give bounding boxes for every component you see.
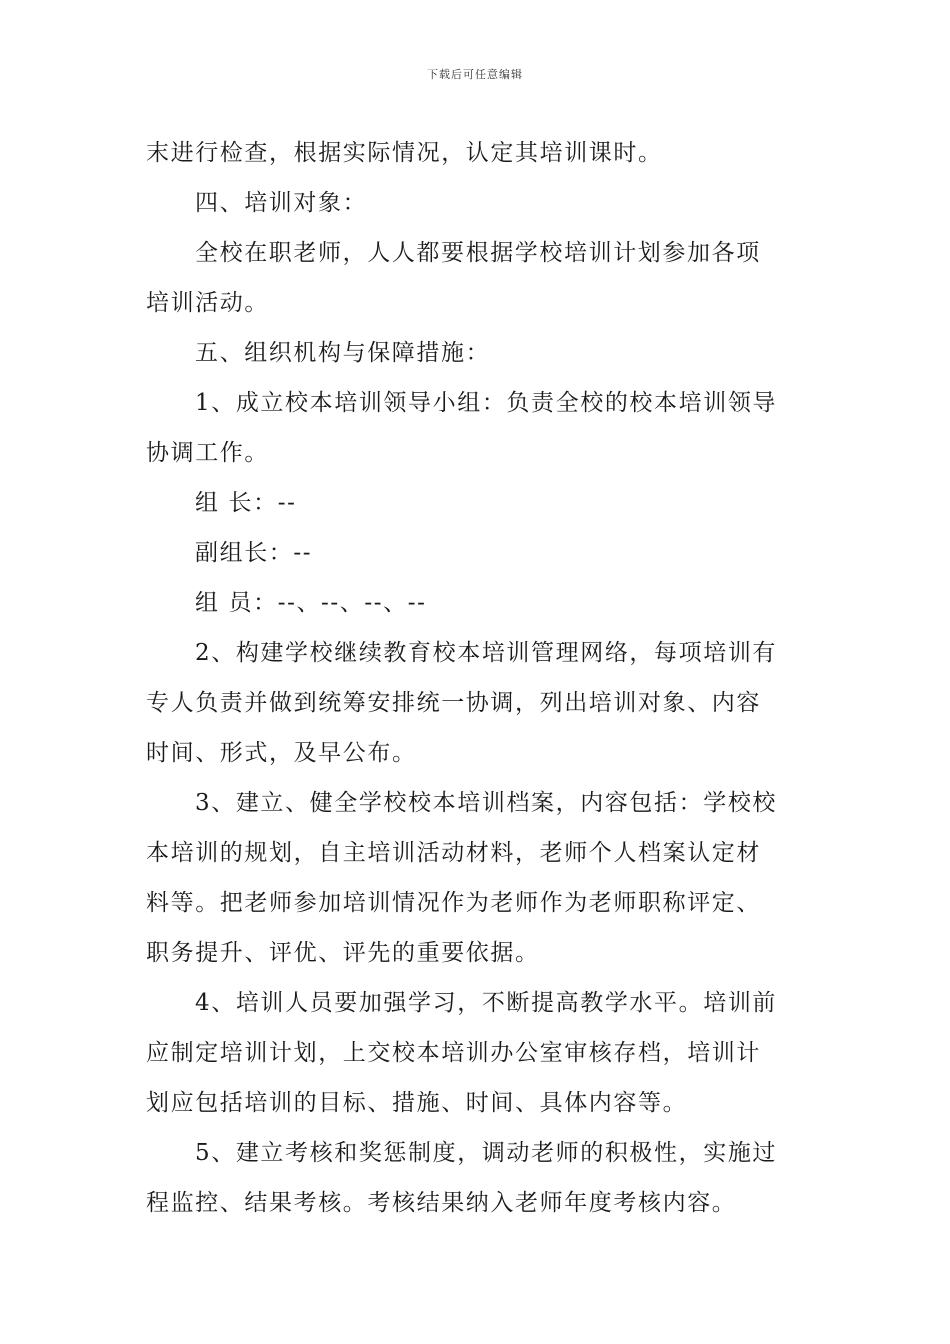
text-line: 3、建立、健全学校校本培训档案，内容包括：学校校 [195, 790, 778, 816]
text-line: 专人负责并做到统筹安排统一协调，列出培训对象、内容 [146, 690, 761, 716]
document-body [146, 128, 806, 1228]
text-line: 时间、形式，及早公布。 [146, 740, 417, 766]
text-line: 培训活动。 [146, 290, 269, 316]
text-line: 协调工作。 [146, 440, 269, 466]
text-line: 料等。把老师参加培训情况作为老师作为老师职称评定、 [146, 890, 761, 916]
text-line: 四、培训对象： [195, 190, 368, 216]
text-line: 程监控、结果考核。考核结果纳入老师年度考核内容。 [146, 1190, 737, 1216]
text-line: 全校在职老师，人人都要根据学校培训计划参加各项 [195, 240, 761, 266]
text-line: 组 长：-- [195, 490, 297, 516]
text-line: 末进行检查，根据实际情况，认定其培训课时。 [146, 140, 663, 166]
text-line: 组 员：--、--、--、-- [195, 590, 427, 616]
text-line: 4、培训人员要加强学习，不断提高教学水平。培训前 [195, 990, 778, 1016]
text-line: 本培训的规划，自主培训活动材料，老师个人档案认定材 [146, 840, 761, 866]
text-line: 2、构建学校继续教育校本培训管理网络，每项培训有 [195, 640, 778, 666]
text-line: 划应包括培训的目标、措施、时间、具体内容等。 [146, 1090, 688, 1116]
text-line: 职务提升、评优、评先的重要依据。 [146, 940, 540, 966]
page-header-note: 下载后可任意编辑 [427, 68, 523, 81]
text-line: 应制定培训计划，上交校本培训办公室审核存档，培训计 [146, 1040, 761, 1066]
text-line: 5、建立考核和奖惩制度，调动老师的积极性，实施过 [195, 1140, 778, 1166]
text-line: 副组长：-- [195, 540, 313, 566]
text-line: 1、成立校本培训领导小组：负责全校的校本培训领导 [195, 390, 778, 416]
text-line: 五、组织机构与保障措施： [195, 340, 491, 366]
